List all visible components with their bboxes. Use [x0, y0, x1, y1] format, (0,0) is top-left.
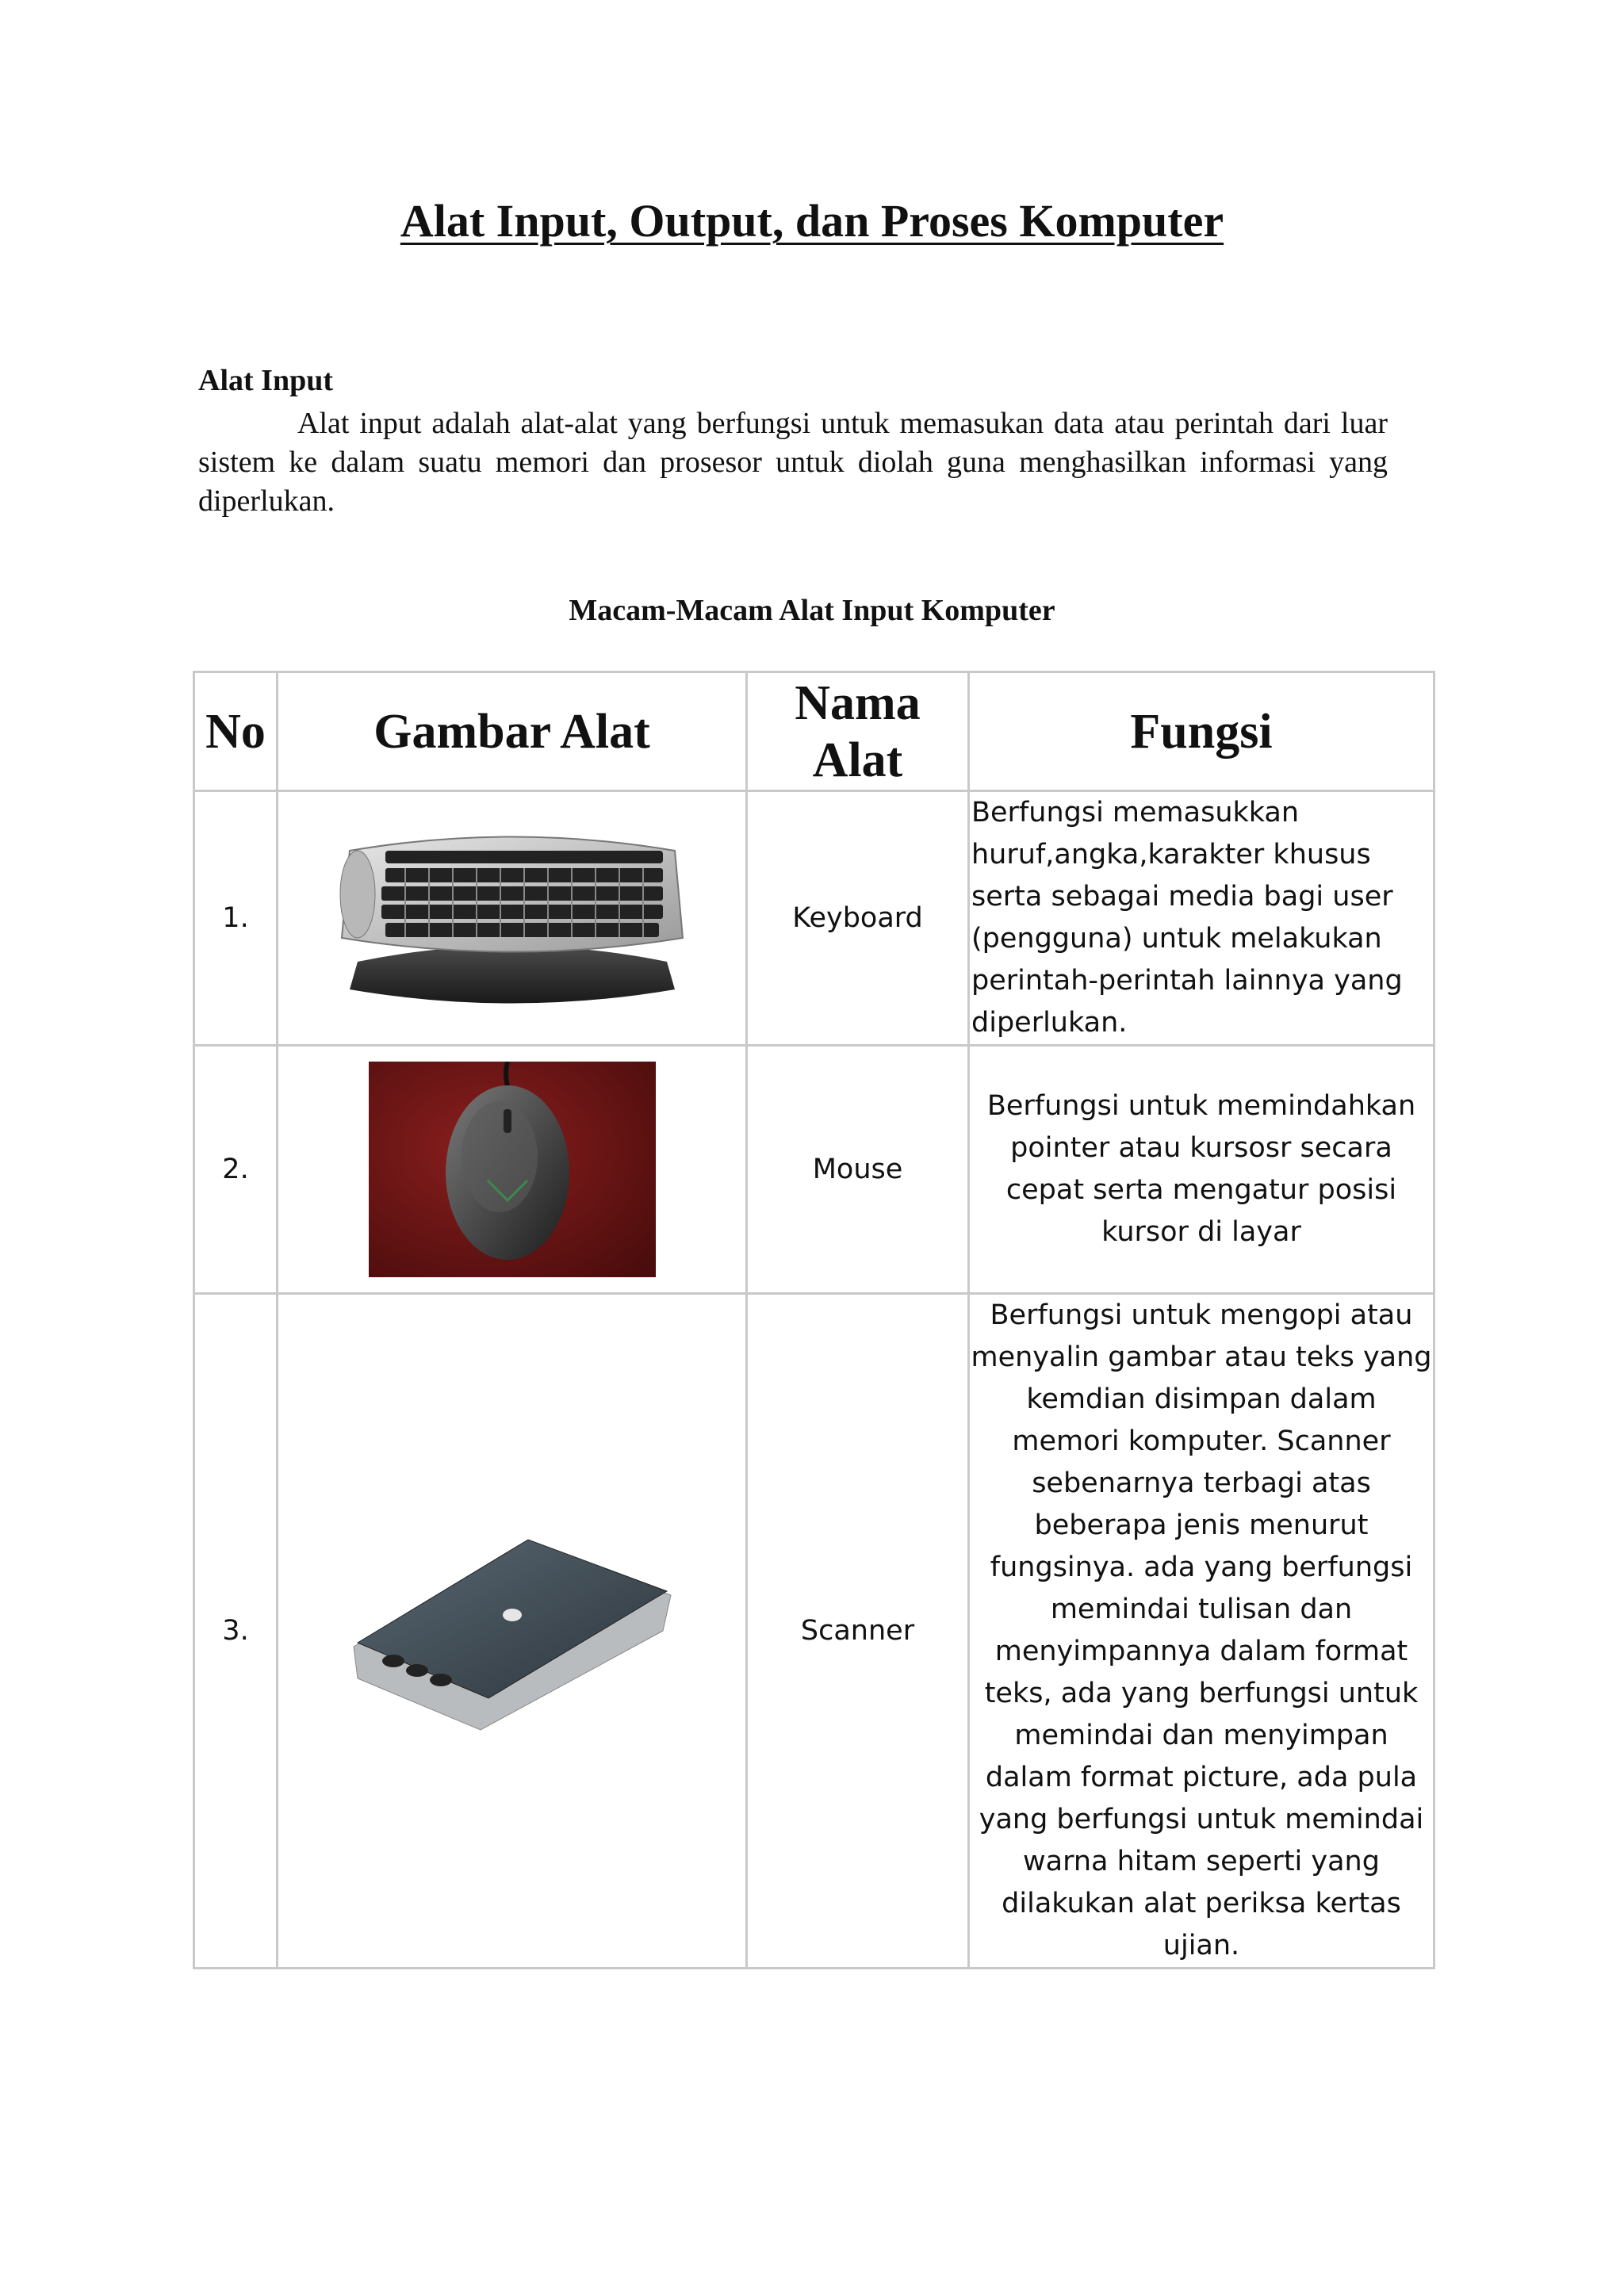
header-no: No [194, 672, 278, 791]
table-caption: Macam-Macam Alat Input Komputer [569, 594, 1055, 627]
row-number: 3. [194, 1294, 278, 1969]
row-device-name: Scanner [747, 1294, 969, 1969]
section-heading: Alat Input [198, 364, 333, 397]
scanner-image [346, 1528, 679, 1734]
row-image-cell [278, 1294, 747, 1969]
row-device-name: Keyboard [747, 791, 969, 1046]
table-row [194, 1294, 1434, 1969]
keyboard-image [326, 819, 699, 1017]
input-devices-table [193, 671, 1435, 1969]
header-function: Fungsi [969, 672, 1434, 791]
row-function: Berfungsi untuk memindahkan pointer atau kursosr secara cepat serta mengatur posisi kursor di layar [969, 1046, 1434, 1294]
mouse-image [369, 1062, 656, 1277]
row-function: Berfungsi untuk mengopi atau menyalin gambar atau teks yang kemdian disimpan dalam memori komputer. Scanner sebenarnya terbagi atas beberapa jenis menurut fungsinya. ada yang berfungsi memindai tulisan dan menyimpannya dalam format teks, ada yang berfungsi untuk memindai dan menyimpan dalam format picture, ada pula yang berfungsi untuk memindai warna hitam seperti yang dilakukan alat periksa kertas ujian. [969, 1294, 1434, 1969]
row-function: Berfungsi memasukkan huruf,angka,karakter khusus serta sebagai media bagi user (pengguna) untuk melakukan perintah-perintah lainnya yang diperlukan. [969, 791, 1434, 1046]
row-number: 2. [194, 1046, 278, 1294]
row-image-cell [278, 791, 747, 1046]
header-name-line1: Nama [795, 675, 921, 730]
table-header-row [194, 672, 1434, 791]
table-row [194, 791, 1434, 1046]
intro-paragraph: Alat input adalah alat-alat yang berfungsi untuk memasukan data atau perintah dari luar sistem ke dalam suatu memori dan prosesor untuk diolah guna menghasilkan informasi yang diperlukan. [198, 407, 1388, 518]
page-title: Alat Input, Output, dan Proses Komputer [400, 195, 1224, 247]
header-image: Gambar Alat [278, 672, 747, 791]
row-device-name: Mouse [747, 1046, 969, 1294]
row-image-cell [278, 1046, 747, 1294]
table-row [194, 1046, 1434, 1294]
header-name-line2: Alat [812, 733, 903, 787]
header-name [747, 672, 969, 791]
row-number: 1. [194, 791, 278, 1046]
